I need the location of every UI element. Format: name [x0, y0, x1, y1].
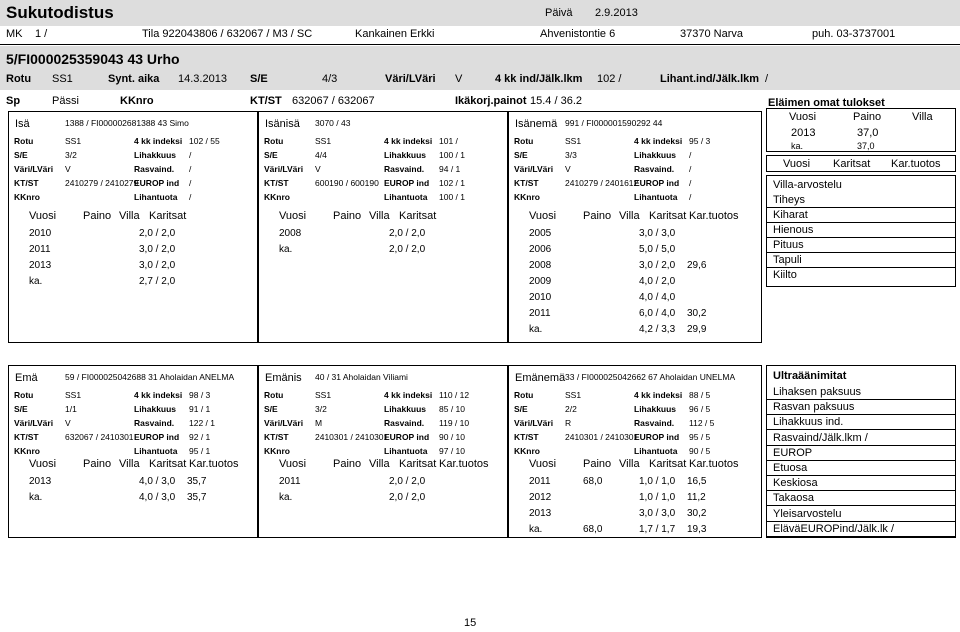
field-label-lih: Lihakkuus [134, 150, 177, 160]
col-header-paino: Paino [583, 458, 612, 470]
own-col-paino: Paino [853, 111, 882, 123]
villa-divider [767, 207, 955, 208]
field-value-lihantuot: 100 / 1 [439, 192, 465, 202]
field-label-rotu: Rotu [264, 136, 284, 146]
ultra-item: Rasvaind/Jälk.lkm / [773, 431, 868, 444]
field-value-lihantuot: 95 / 1 [189, 446, 211, 456]
vari-value: V [455, 73, 463, 85]
table-cell: ka. [279, 244, 293, 255]
sp-value: Pässi [52, 95, 79, 107]
field-label-rasva: Rasvaind. [384, 418, 425, 428]
table-cell: 29,6 [687, 260, 707, 271]
field-label-ind4: 4 kk indeksi [384, 136, 433, 146]
field-value-europ: / [189, 178, 192, 188]
table-cell: 29,9 [687, 324, 707, 335]
table-cell: 2013 [29, 476, 52, 487]
field-label-rotu: Rotu [14, 390, 34, 400]
field-label-ktst: KT/ST [514, 178, 539, 188]
ancestor-id: 1388 / FI000002681388 43 Simo [65, 118, 189, 128]
table-cell: 2012 [529, 492, 552, 503]
animal-header [0, 46, 960, 90]
ultra-divider [767, 475, 955, 476]
ultra-item: Takaosa [773, 492, 814, 505]
field-label-europ: EUROP ind [384, 178, 430, 188]
table-cell: ka. [29, 276, 43, 287]
field-value-vari: M [315, 418, 323, 428]
field-value-rotu: SS1 [565, 136, 582, 146]
ultra-divider [767, 414, 955, 415]
table-cell: 68,0 [583, 524, 603, 535]
page-number: 15 [464, 617, 477, 629]
col-header-vuosi: Vuosi [279, 210, 307, 222]
own-lamb-karitsat: Karitsat [833, 158, 871, 170]
col-header-vuosi: Vuosi [529, 458, 557, 470]
col-header-vuosi: Vuosi [529, 210, 557, 222]
villa-item: Hienous [773, 224, 814, 236]
rotu-value: SS1 [52, 73, 73, 85]
table-cell: 2011 [279, 476, 301, 487]
ultra-title: Ultraäänimitat [773, 370, 847, 382]
field-value-vari: V [65, 164, 71, 174]
field-label-ktst: KT/ST [514, 432, 539, 442]
table-cell: 2008 [279, 228, 302, 239]
col-header-vuosi: Vuosi [279, 458, 307, 470]
field-value-europ: 95 / 5 [689, 432, 711, 442]
owner-row [0, 26, 960, 42]
col-header-kartuotos: Kar.tuotos [689, 210, 739, 222]
ancestor-box [258, 111, 508, 343]
table-cell: 2006 [529, 244, 552, 255]
vari-label: Väri/LVäri [385, 73, 436, 85]
field-label-lih: Lihakkuus [384, 404, 427, 414]
field-label-vari: Väri/LVäri [264, 418, 304, 428]
col-header-karitsat: Karitsat [149, 458, 187, 470]
field-label-vari: Väri/LVäri [514, 164, 554, 174]
title-bar [0, 0, 960, 26]
date-value: 2.9.2013 [595, 7, 638, 19]
ultra-item: Yleisarvostelu [773, 507, 842, 520]
field-label-rasva: Rasvaind. [134, 164, 175, 174]
own-row1-weight: 37,0 [857, 127, 879, 139]
table-cell: ka. [529, 524, 543, 535]
own-col-vuosi: Vuosi [789, 111, 817, 123]
kk4-value: 102 / [597, 73, 622, 85]
own-lamb-vuosi: Vuosi [783, 158, 811, 170]
field-value-vari: R [565, 418, 572, 428]
se-value: 4/3 [322, 73, 338, 85]
field-label-lih: Lihakkuus [384, 150, 427, 160]
table-cell: ka. [29, 492, 43, 503]
own-row1-year: 2013 [791, 127, 816, 139]
ancestor-box [258, 365, 508, 538]
villa-divider [767, 237, 955, 238]
field-value-lih: 96 / 5 [689, 404, 711, 414]
villa-item: Kiilto [773, 269, 797, 281]
table-cell: 68,0 [583, 476, 603, 487]
field-value-lihantuot: / [189, 192, 192, 202]
rotu-label: Rotu [6, 73, 32, 85]
date-label: Päivä [545, 7, 573, 19]
owner-postal: 37370 Narva [680, 28, 743, 40]
field-label-se: S/E [514, 404, 528, 414]
ultra-item: Rasvan paksuus [773, 401, 855, 414]
field-label-se: S/E [264, 150, 278, 160]
ultra-item: Etuosa [773, 462, 808, 474]
field-label-rotu: Rotu [14, 136, 34, 146]
field-value-vari: V [565, 164, 571, 174]
field-value-lihantuot: / [689, 192, 692, 202]
field-label-lih: Lihakkuus [634, 150, 677, 160]
col-header-karitsat: Karitsat [399, 210, 437, 222]
ultra-panel [766, 365, 956, 538]
own-col-villa: Villa [912, 111, 933, 123]
ultra-divider [767, 521, 955, 522]
field-label-lih: Lihakkuus [634, 404, 677, 414]
table-cell: 3,0 / 2,0 [639, 260, 676, 271]
table-cell: 2,0 / 2,0 [389, 228, 426, 239]
field-value-rasva: 94 / 1 [439, 164, 461, 174]
divider [0, 44, 960, 45]
table-cell: 6,0 / 4,0 [639, 308, 676, 319]
field-label-se: S/E [264, 404, 278, 414]
ikakorj-label: Ikäkorj.painot [455, 95, 527, 107]
field-label-ind4: 4 kk indeksi [634, 136, 683, 146]
ancestor-role: Emänemä [515, 372, 566, 384]
table-cell: ka. [279, 492, 293, 503]
villa-divider [767, 267, 955, 268]
table-cell: 2013 [29, 260, 52, 271]
field-value-ktst: 600190 / 600190 [315, 178, 379, 188]
own-lamb-kartuotos: Kar.tuotos [891, 158, 941, 170]
field-label-europ: EUROP ind [134, 432, 180, 442]
ultra-item: EläväEUROPind/Jälk.lk / [773, 522, 895, 535]
own-row2-year: ka. [791, 141, 804, 151]
table-cell: 5,0 / 5,0 [639, 244, 676, 255]
field-label-se: S/E [14, 404, 28, 414]
field-label-europ: EUROP ind [634, 432, 680, 442]
col-header-kartuotos: Kar.tuotos [439, 458, 489, 470]
table-cell: 2,7 / 2,0 [139, 276, 176, 287]
field-label-ind4: 4 kk indeksi [134, 390, 183, 400]
ultra-divider [767, 536, 955, 537]
field-label-europ: EUROP ind [634, 178, 680, 188]
col-header-villa: Villa [369, 458, 390, 470]
ancestor-id: 40 / 31 Aholaidan Viliami [315, 372, 408, 382]
ikakorj-value: 15.4 / 36.2 [530, 95, 582, 107]
field-value-europ: 90 / 10 [439, 432, 465, 442]
table-cell: 2,0 / 2,0 [389, 492, 426, 503]
ancestor-id: 3070 / 43 [315, 118, 351, 128]
field-label-kknro: KKnro [264, 192, 290, 202]
field-value-lih: 85 / 10 [439, 404, 465, 414]
table-cell: 35,7 [187, 492, 207, 503]
se-label: S/E [250, 73, 268, 85]
col-header-villa: Villa [119, 210, 140, 222]
ultra-item: Lihakkuus ind. [773, 416, 844, 429]
table-cell: 2,0 / 2,0 [139, 228, 176, 239]
table-cell: 4,2 / 3,3 [639, 324, 676, 335]
table-cell: 30,2 [687, 508, 707, 519]
kknro-label: KKnro [120, 95, 154, 107]
ultra-divider [767, 429, 955, 430]
table-cell: 1,0 / 1,0 [639, 476, 676, 487]
lihant-value: / [765, 73, 769, 85]
field-value-rotu: SS1 [565, 390, 582, 400]
field-value-vari: V [315, 164, 321, 174]
table-cell: 2010 [29, 228, 52, 239]
field-label-kknro: KKnro [14, 192, 40, 202]
field-label-se: S/E [514, 150, 528, 160]
field-value-rasva: 112 / 5 [689, 418, 715, 428]
col-header-karitsat: Karitsat [399, 458, 437, 470]
table-cell: 4,0 / 2,0 [639, 276, 676, 287]
field-label-ktst: KT/ST [264, 178, 289, 188]
mk-value: 1 / [35, 28, 48, 40]
field-label-rasva: Rasvaind. [634, 418, 675, 428]
col-header-paino: Paino [83, 210, 112, 222]
field-value-ktst: 2410301 / 2410301 [315, 432, 389, 442]
field-label-lihantuot: Lihantuota [384, 192, 428, 202]
field-value-se: 2/2 [565, 404, 577, 414]
ancestor-box [8, 111, 258, 343]
field-label-lihantuot: Lihantuota [634, 446, 678, 456]
col-header-kartuotos: Kar.tuotos [189, 458, 239, 470]
field-label-kknro: KKnro [514, 446, 540, 456]
col-header-karitsat: Karitsat [649, 210, 687, 222]
field-label-rotu: Rotu [264, 390, 284, 400]
ultra-divider [767, 460, 955, 461]
ancestor-role: Emä [15, 372, 38, 384]
field-label-kknro: KKnro [264, 446, 290, 456]
field-value-rotu: SS1 [315, 390, 332, 400]
table-cell: 3,0 / 2,0 [139, 260, 176, 271]
field-value-rotu: SS1 [65, 136, 82, 146]
table-cell: 19,3 [687, 524, 707, 535]
field-value-se: 3/2 [315, 404, 327, 414]
field-label-rotu: Rotu [514, 136, 534, 146]
field-value-se: 3/3 [565, 150, 577, 160]
table-cell: 3,0 / 2,0 [139, 244, 176, 255]
ultra-divider [767, 490, 955, 491]
owner-name: Kankainen Erkki [355, 28, 435, 40]
own-results-table [766, 108, 956, 152]
field-label-ktst: KT/ST [14, 178, 39, 188]
field-value-rasva: 119 / 10 [439, 418, 470, 428]
field-value-ind4: 101 / [439, 136, 458, 146]
field-label-ind4: 4 kk indeksi [134, 136, 183, 146]
villa-divider [767, 222, 955, 223]
table-cell: 35,7 [187, 476, 207, 487]
ultra-item: EUROP [773, 446, 813, 459]
sp-label: Sp [6, 95, 21, 107]
villa-item: Tiheys [773, 194, 805, 206]
ultra-item: Lihaksen paksuus [773, 386, 862, 398]
villa-item: Pituus [773, 239, 804, 251]
field-label-kknro: KKnro [514, 192, 540, 202]
field-label-lih: Lihakkuus [134, 404, 177, 414]
lihant-label: Lihant.ind/Jälk.lkm [660, 73, 760, 85]
ultra-divider [767, 505, 955, 506]
table-cell: 2009 [529, 276, 552, 287]
field-value-lih: / [689, 150, 692, 160]
field-value-ktst: 632067 / 2410301 [65, 432, 134, 442]
ancestor-box [8, 365, 258, 538]
col-header-kartuotos: Kar.tuotos [689, 458, 739, 470]
ultra-item: Keskiosa [773, 477, 818, 490]
field-label-vari: Väri/LVäri [14, 418, 54, 428]
ancestor-role: Isänisä [265, 118, 300, 130]
villa-panel [766, 175, 956, 287]
table-cell: 4,0 / 3,0 [139, 492, 176, 503]
col-header-vuosi: Vuosi [29, 210, 57, 222]
table-cell: 2013 [529, 508, 552, 519]
field-value-europ: 92 / 1 [189, 432, 211, 442]
field-label-vari: Väri/LVäri [14, 164, 54, 174]
own-lamb-header [766, 155, 956, 172]
field-value-ind4: 98 / 3 [189, 390, 211, 400]
table-cell: ka. [529, 324, 543, 335]
table-cell: 4,0 / 3,0 [139, 476, 176, 487]
owner-address: Ahvenistontie 6 [540, 28, 616, 40]
field-value-ind4: 88 / 5 [689, 390, 711, 400]
field-label-lihantuot: Lihantuota [634, 192, 678, 202]
villa-item: Kiharat [773, 209, 808, 221]
field-value-lih: 100 / 1 [439, 150, 465, 160]
villa-divider [767, 252, 955, 253]
field-label-vari: Väri/LVäri [264, 164, 304, 174]
field-label-lihantuot: Lihantuota [134, 446, 178, 456]
table-cell: 2,0 / 2,0 [389, 244, 426, 255]
field-value-lihantuot: 97 / 10 [439, 446, 465, 456]
ancestor-id: 33 / FI000025042662 67 Aholaidan UNELMA [565, 372, 736, 382]
field-label-ktst: KT/ST [264, 432, 289, 442]
field-value-vari: V [65, 418, 71, 428]
animal-id: 5/FI000025359043 43 Urho [6, 51, 180, 67]
col-header-villa: Villa [119, 458, 140, 470]
field-label-europ: EUROP ind [384, 432, 430, 442]
table-cell: 3,0 / 3,0 [639, 228, 676, 239]
field-value-rasva: / [189, 164, 192, 174]
own-row2-weight: 37,0 [857, 141, 875, 151]
field-value-ind4: 110 / 12 [439, 390, 470, 400]
table-cell: 11,2 [687, 492, 706, 503]
ultra-divider [767, 399, 955, 400]
table-cell: 3,0 / 3,0 [639, 508, 676, 519]
field-value-ktst: 2410301 / 2410301 [565, 432, 639, 442]
ancestor-role: Isä [15, 118, 30, 130]
col-header-villa: Villa [619, 458, 640, 470]
synt-label: Synt. aika [108, 73, 160, 85]
villa-item: Tapuli [773, 254, 802, 266]
ancestor-role: Isänemä [515, 118, 558, 130]
ancestor-box [508, 365, 762, 538]
col-header-paino: Paino [333, 210, 362, 222]
col-header-karitsat: Karitsat [649, 458, 687, 470]
kk4-label: 4 kk ind/Jälk.lkm [495, 73, 583, 85]
field-label-lihantuot: Lihantuota [134, 192, 178, 202]
field-label-ind4: 4 kk indeksi [634, 390, 683, 400]
ancestor-id: 991 / FI000001590292 44 [565, 118, 663, 128]
field-label-ktst: KT/ST [14, 432, 39, 442]
field-value-rasva: 122 / 1 [189, 418, 215, 428]
field-value-se: 4/4 [315, 150, 327, 160]
field-value-europ: / [689, 178, 692, 188]
field-value-se: 1/1 [65, 404, 77, 414]
villa-title: Villa-arvostelu [773, 179, 842, 191]
field-value-se: 3/2 [65, 150, 77, 160]
field-value-europ: 102 / 1 [439, 178, 465, 188]
field-value-lih: 91 / 1 [189, 404, 211, 414]
field-value-ktst: 2410279 / 2401612 [565, 178, 639, 188]
ktst-label: KT/ST [250, 95, 282, 107]
owner-phone: puh. 03-3737001 [812, 28, 896, 40]
farm-info: Tila 922043806 / 632067 / M3 / SC [142, 28, 313, 40]
col-header-vuosi: Vuosi [29, 458, 57, 470]
field-label-rasva: Rasvaind. [134, 418, 175, 428]
field-value-rotu: SS1 [315, 136, 332, 146]
table-cell: 2011 [529, 476, 551, 487]
table-cell: 1,7 / 1,7 [639, 524, 676, 535]
field-value-lih: / [189, 150, 192, 160]
page-title: Sukutodistus [6, 3, 114, 22]
col-header-villa: Villa [369, 210, 390, 222]
field-label-vari: Väri/LVäri [514, 418, 554, 428]
field-label-rasva: Rasvaind. [384, 164, 425, 174]
field-label-rotu: Rotu [514, 390, 534, 400]
table-cell: 4,0 / 4,0 [639, 292, 676, 303]
table-cell: 2010 [529, 292, 552, 303]
col-header-paino: Paino [83, 458, 112, 470]
field-label-rasva: Rasvaind. [634, 164, 675, 174]
field-label-se: S/E [14, 150, 28, 160]
table-cell: 2008 [529, 260, 552, 271]
field-value-rasva: / [689, 164, 692, 174]
mk-label: MK [6, 28, 23, 40]
col-header-villa: Villa [619, 210, 640, 222]
table-cell: 16,5 [687, 476, 707, 487]
table-cell: 2011 [29, 244, 51, 255]
field-value-rotu: SS1 [65, 390, 82, 400]
ktst-value: 632067 / 632067 [292, 95, 375, 107]
table-cell: 30,2 [687, 308, 707, 319]
field-value-ind4: 102 / 55 [189, 136, 220, 146]
table-cell: 2,0 / 2,0 [389, 476, 426, 487]
ancestor-box [508, 111, 762, 343]
table-cell: 2011 [529, 308, 551, 319]
ancestor-role: Emänis [265, 372, 302, 384]
ancestor-id: 59 / FI000025042688 31 Aholaidan ANELMA [65, 372, 235, 382]
field-label-kknro: KKnro [14, 446, 40, 456]
col-header-paino: Paino [583, 210, 612, 222]
col-header-paino: Paino [333, 458, 362, 470]
field-label-lihantuot: Lihantuota [384, 446, 428, 456]
ultra-divider [767, 445, 955, 446]
field-value-lihantuot: 90 / 5 [689, 446, 711, 456]
own-results-title: Eläimen omat tulokset [768, 97, 885, 109]
field-value-ind4: 95 / 3 [689, 136, 711, 146]
table-cell: 2005 [529, 228, 552, 239]
field-label-ind4: 4 kk indeksi [384, 390, 433, 400]
synt-value: 14.3.2013 [178, 73, 227, 85]
table-cell: 1,0 / 1,0 [639, 492, 676, 503]
field-value-ktst: 2410279 / 2410279 [65, 178, 139, 188]
field-label-europ: EUROP ind [134, 178, 180, 188]
col-header-karitsat: Karitsat [149, 210, 187, 222]
